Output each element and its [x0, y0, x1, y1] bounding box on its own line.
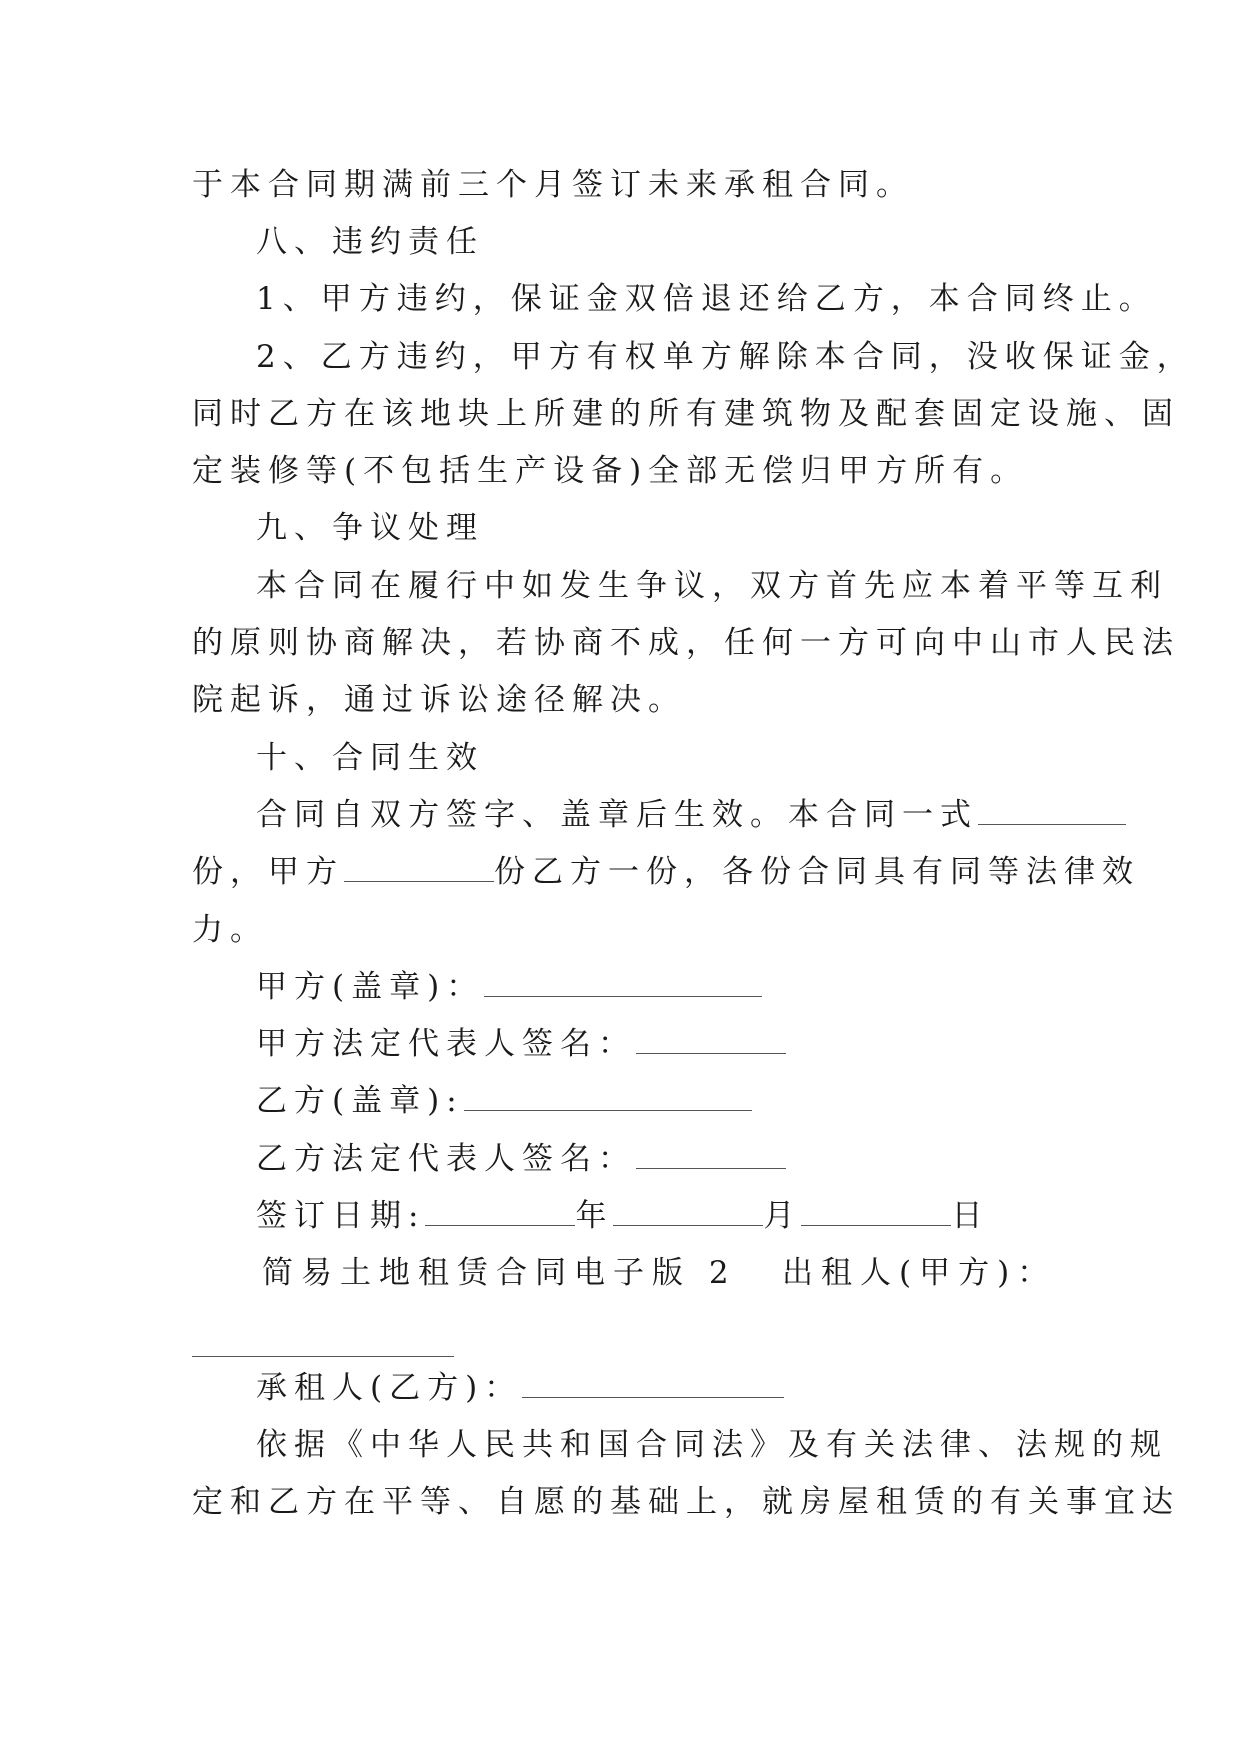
- effect-line-1: [256, 795, 1126, 835]
- year-blank[interactable]: [425, 1197, 575, 1226]
- effect-line-2: [192, 852, 1140, 892]
- paragraph-line: 定和乙方在平等、自愿的基础上，就房屋租赁的有关事宜达: [192, 1484, 1180, 1520]
- month-blank[interactable]: [613, 1197, 763, 1226]
- year-label: 年: [575, 1198, 614, 1234]
- paragraph-line: 1、甲方违约，保证金双倍退还给乙方，本合同终止。: [256, 281, 1157, 317]
- day-label: 日: [951, 1198, 990, 1234]
- party-b-rep-line: [256, 1139, 786, 1179]
- lessor-label: 出租人(甲方)：: [782, 1255, 1057, 1291]
- party-a-rep-blank[interactable]: [636, 1025, 786, 1054]
- month-label: 月: [763, 1198, 802, 1234]
- effect-text: 份，甲方: [192, 854, 344, 890]
- party-b-seal-label: 乙方(盖章):: [256, 1083, 464, 1119]
- paragraph-line: 院起诉，通过诉讼途径解决。: [192, 682, 686, 718]
- paragraph-line: 同时乙方在该地块上所建的所有建筑物及配套固定设施、固: [192, 396, 1180, 432]
- party-a-seal-blank[interactable]: [484, 968, 762, 997]
- effect-text: 份乙方一份，各份合同具有同等法律效: [494, 854, 1140, 890]
- effect-text: 合同自双方签字、盖章后生效。本合同一式: [256, 797, 978, 833]
- party-a-copies-blank[interactable]: [344, 853, 494, 882]
- party-a-rep-label: 甲方法定代表人签名：: [256, 1026, 636, 1062]
- party-b-seal-blank[interactable]: [464, 1082, 752, 1111]
- section-heading-breach: 八、违约责任: [256, 224, 484, 260]
- sign-date-label: 签订日期:: [256, 1198, 426, 1234]
- lessor-blank[interactable]: [192, 1356, 454, 1357]
- party-b-rep-label: 乙方法定代表人签名：: [256, 1141, 636, 1177]
- copies-total-blank[interactable]: [978, 796, 1126, 825]
- paragraph-line: 的原则协商解决，若协商不成，任何一方可向中山市人民法: [192, 625, 1180, 661]
- paragraph-line: 依据《中华人民共和国合同法》及有关法律、法规的规: [256, 1427, 1168, 1463]
- party-a-seal-label: 甲方(盖章)：: [256, 969, 485, 1005]
- party-a-rep-line: [256, 1024, 786, 1064]
- lessee-label: 承租人(乙方)：: [256, 1370, 523, 1406]
- party-a-seal-line: [256, 967, 762, 1007]
- section-heading-effect: 十、合同生效: [256, 740, 484, 776]
- party-b-rep-blank[interactable]: [636, 1140, 786, 1169]
- effect-line-3: 力。: [192, 912, 268, 948]
- lessee-line: [256, 1368, 784, 1408]
- party-b-seal-line: [256, 1081, 752, 1121]
- day-blank[interactable]: [801, 1197, 951, 1226]
- paragraph-line: 2、乙方违约，甲方有权单方解除本合同，没收保证金，: [256, 339, 1195, 375]
- sign-date-line: [256, 1196, 989, 1236]
- lessee-blank[interactable]: [522, 1369, 784, 1398]
- section-heading-dispute: 九、争议处理: [256, 510, 484, 546]
- paragraph-line: 于本合同期满前三个月签订未来承租合同。: [192, 167, 914, 203]
- second-contract-title: 简易土地租赁合同电子版 2: [262, 1255, 737, 1291]
- paragraph-line: 定装修等(不包括生产设备)全部无偿归甲方所有。: [192, 453, 1029, 489]
- paragraph-line: 本合同在履行中如发生争议，双方首先应本着平等互利: [256, 568, 1168, 604]
